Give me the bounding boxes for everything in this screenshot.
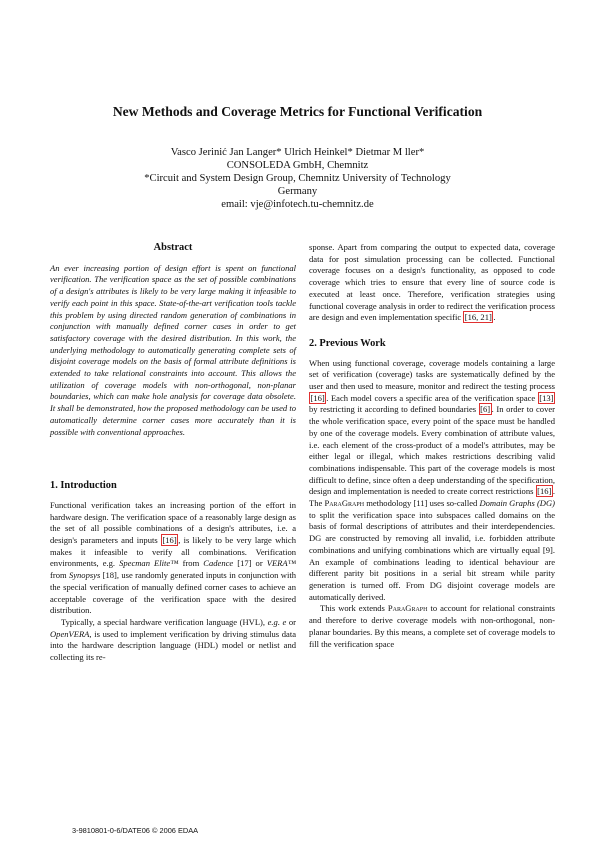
- section-heading-introduction: 1. Introduction: [50, 480, 117, 492]
- left-column: [50, 242, 296, 664]
- abstract-text: An ever increasing portion of design effort is spent on functional verification. The verification space as the set of possible combinations of a design's attributes is likely to be very large making it infeasible to verify each point in this space. State-of-the-art verification tools tackle this problem by using directed random generation of combinations in conjunction with manually defined corner cases in order to get satisfactory coverage with the desired distribution. In this work, the underlying methodology to automatically generating complete sets of disjoint coverage models on the basis of formal attribute definitions is extended to take relational constraints into account. This allows the utilization of coverage models with non-orthogonal, non-planar boundaries, which can make hole analysis for coverage data obsolete. It shall be demonstrated, how the proposed methodology can be used to automatically determine corner cases more accurately than it is possible with conventional approaches.: [50, 262, 296, 437]
- previous-work-paragraph-1: When using functional coverage, coverage models containing a large set of verification (coverage) tasks are systematically defined by the user and then used to measure, monitor and redirect the testing process [16] . Each model covers a specific area of the verification space [13] by restricting it according to defined boundaries [6] . In order to cover the whole verification space, every point of the space must be handled by one of the coverage models. Every combination of attribute values, i.e. each element of the cross-product of a model's attributes, may be either legal or illegal, which makes restrictions describing valid combinations indispensable. This part of the coverage models is most difficult to define, since often a deep understanding of the specification, design and implementation is needed to create correct restrictions [16] . The ParaGraph methodology [11] uses so-called Domain Graphs (DG) to split the verification space into subspaces called domains on the basis of formal descriptions of attributes and their interdependencies. DG are constructed by removing all invalid, i.e. forbidden attribute combinations and unifying combinations which are virtually equal [9]. An example of combinations leading to identical behaviour are different parity bit positions in a serial bit stream while parity generation is turned off. From DG disjoint coverage models are automatically derived.: [309, 357, 555, 602]
- citation-link[interactable]: [13]: [539, 392, 554, 403]
- abstract-heading: Abstract: [153, 242, 193, 253]
- section-heading-previous-work: 2. Previous Work: [309, 337, 386, 349]
- paper-title: New Methods and Coverage Metrics for Functional Verification: [112, 104, 483, 119]
- citation-link[interactable]: [16]: [310, 392, 325, 403]
- copyright-footer: 3-9810801-0-6/DATE06 © 2006 EDAA: [72, 826, 199, 835]
- intro-paragraph-2: Typically, a special hardware verification language (HVL), e.g. e or OpenVERA, is used to implement verification by driving stimulus data into the hardware description language (HDL) model or netlist and collecting its re-: [50, 616, 296, 663]
- affiliation-company: CONSOLEDA GmbH, Chemnitz: [226, 160, 369, 171]
- author-email: email: vje@infotech.tu-chemnitz.de: [221, 199, 374, 210]
- citation-link[interactable]: [16]: [162, 535, 177, 546]
- author-list: Vasco Jerinić Jan Langer* Ulrich Heinkel* Dietmar M ller*: [170, 147, 425, 158]
- intro-paragraph-1: Functional verification takes an increasing portion of the effort in hardware design. The verification space of a reasonably large design as the set of all possible combinations of a design's attributes, i.e. a design's parameters and inputs [16] , is likely to be very large which makes it infeasible to verify all combinations. Verification environments, e.g. Specman Elite™ from Cadence [17] or VERA™ from Synopsys [18], use randomly generated inputs in conjunction with the special verification of manually defined corner cases to achieve an acceptable coverage of the verification space with the desired distribution.: [50, 499, 296, 616]
- citation-link[interactable]: [16]: [537, 486, 552, 497]
- previous-work-paragraph-2: This work extends ParaGraph to account for relational constraints and therefore to derive coverage models with non-orthogonal, non-planar boundaries. By this means, a complete set of coverage models to fill the verification space: [309, 603, 555, 649]
- citation-link[interactable]: [6]: [480, 404, 491, 415]
- citation-link[interactable]: [16, 21]: [464, 312, 492, 323]
- affiliation-university: *Circuit and System Design Group, Chemnitz University of Technology: [144, 173, 451, 184]
- affiliation-country: Germany: [277, 186, 318, 197]
- right-column: [309, 242, 555, 650]
- intro-continuation: sponse. Apart from comparing the output to expected data, coverage data for post simulation processing can be collected. Functional coverage focuses on a design's functionality, as opposed to code coverage which tries to ensure that every line of source code is executed at least once. Therefore, verification strategies using functional coverage analysis in order to redirect the verification process are design and even implementation specific [16, 21] .: [309, 242, 555, 323]
